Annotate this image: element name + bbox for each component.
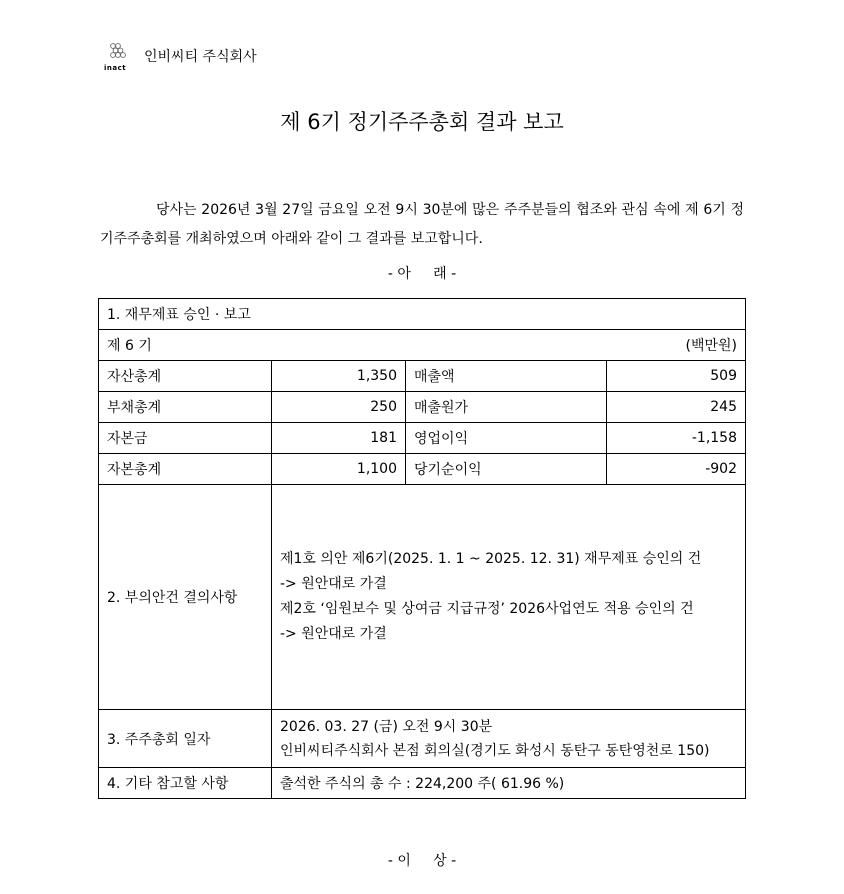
agenda-result: -> 원안대로 가결 xyxy=(280,576,387,592)
period-label: 제 6 기 xyxy=(107,338,152,354)
agenda-result: -> 원안대로 가결 xyxy=(280,626,387,642)
item-label: 부채총계 xyxy=(99,392,272,423)
item-label: 당기순이익 xyxy=(406,454,607,485)
section2-label: 2. 부의안건 결의사항 xyxy=(99,485,272,710)
logo-hexagon-icon xyxy=(108,42,130,62)
meeting-content xyxy=(272,710,746,768)
item-value: 245 xyxy=(607,392,746,423)
document-title: 제 6기 정기주주총회 결과 보고 xyxy=(280,110,564,134)
item-value: 509 xyxy=(607,361,746,392)
period-row xyxy=(99,330,746,361)
meeting-date: 2026. 03. 27 (금) 오전 9시 30분 xyxy=(280,718,493,735)
unit-label: (백만원) xyxy=(685,338,737,354)
item-label: 매출원가 xyxy=(406,392,607,423)
logo-text: inact xyxy=(104,64,127,72)
agenda-item: 제1호 의안 제6기(2025. 1. 1 ~ 2025. 12. 31) 재무제표 승인의 건 xyxy=(280,551,702,567)
section3-label: 3. 주주총회 일자 xyxy=(99,710,272,768)
company-logo xyxy=(104,42,134,74)
item-value: -902 xyxy=(607,454,746,485)
financial-row xyxy=(99,454,746,485)
item-label: 자산총계 xyxy=(99,361,272,392)
item-value: -1,158 xyxy=(607,423,746,454)
item-label: 자본총계 xyxy=(99,454,272,485)
below-marker: - 아 래 - xyxy=(387,266,457,282)
section1-label: 1. 재무제표 승인 · 보고 xyxy=(99,299,746,330)
meeting-row xyxy=(99,710,746,768)
item-value: 181 xyxy=(272,423,406,454)
section4-label: 4. 기타 참고할 사항 xyxy=(99,768,272,799)
financial-row xyxy=(99,392,746,423)
item-label: 자본금 xyxy=(99,423,272,454)
financial-row xyxy=(99,361,746,392)
item-value: 250 xyxy=(272,392,406,423)
agenda-row xyxy=(99,485,746,710)
item-label: 매출액 xyxy=(406,361,607,392)
company-name: 인비씨티 주식회사 xyxy=(144,49,257,65)
agenda-item: 제2호 ‘임원보수 및 상여금 지급규정’ 2026사업연도 적용 승인의 건 xyxy=(280,601,694,617)
attendance-value: 출석한 주식의 총 수 : 224,200 주( 61.96 %) xyxy=(272,768,746,799)
agenda-content xyxy=(272,485,746,710)
item-label: 영업이익 xyxy=(406,423,607,454)
intro-paragraph xyxy=(100,196,744,254)
intro-text: 당사는 2026년 3월 27일 금요일 오전 9시 30분에 많은 주주분들의 협조와 관심 속에 제 6기 정기주주총회를 개최하였으며 아래와 같이 그 결과를 보고합니다. xyxy=(100,202,744,247)
other-row xyxy=(99,768,746,799)
item-value: 1,100 xyxy=(272,454,406,485)
financial-row xyxy=(99,423,746,454)
item-value: 1,350 xyxy=(272,361,406,392)
meeting-place: 인비씨티주식회사 본점 회의실(경기도 화성시 동탄구 동탄영천로 150) xyxy=(280,742,710,759)
end-marker: - 이 상 - xyxy=(387,853,457,869)
result-table xyxy=(98,298,746,799)
